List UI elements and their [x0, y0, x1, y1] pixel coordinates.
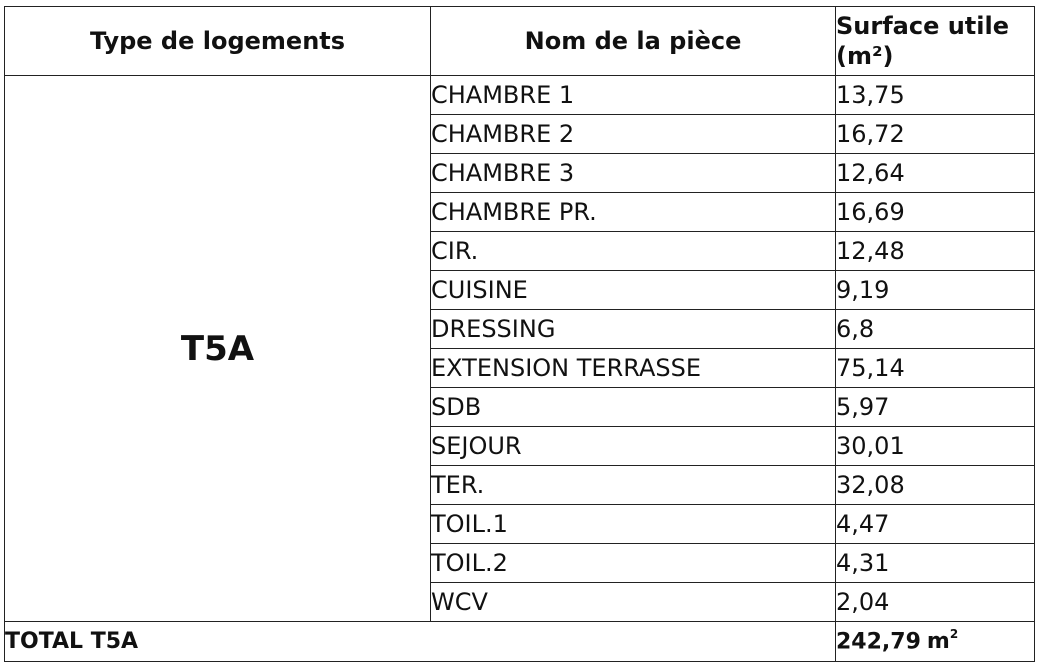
room-surface-cell: 75,14 [836, 349, 1035, 388]
room-name-cell: TER. [431, 466, 836, 505]
total-unit: m [926, 629, 950, 655]
room-surface-cell: 6,8 [836, 310, 1035, 349]
room-surface-cell: 4,31 [836, 544, 1035, 583]
room-surface-cell: 32,08 [836, 466, 1035, 505]
room-surface-cell: 5,97 [836, 388, 1035, 427]
header-usable-surface [836, 7, 1035, 76]
header-usable-surface-label: Surface utile [836, 12, 1009, 40]
header-housing-type: Type de logements [5, 7, 431, 76]
room-name-cell: CIR. [431, 232, 836, 271]
table-row [5, 76, 1035, 115]
room-surface-table [4, 6, 1035, 662]
total-value-cell [836, 622, 1035, 662]
room-surface-cell: 30,01 [836, 427, 1035, 466]
room-surface-cell: 12,48 [836, 232, 1035, 271]
room-name-cell: DRESSING [431, 310, 836, 349]
room-surface-cell: 2,04 [836, 583, 1035, 622]
room-name-cell: TOIL.2 [431, 544, 836, 583]
room-name-cell: CHAMBRE PR. [431, 193, 836, 232]
room-surface-cell: 13,75 [836, 76, 1035, 115]
room-name-cell: SEJOUR [431, 427, 836, 466]
room-surface-cell: 16,69 [836, 193, 1035, 232]
total-label: TOTAL T5A [5, 622, 836, 662]
room-surface-cell: 4,47 [836, 505, 1035, 544]
room-name-cell: EXTENSION TERRASSE [431, 349, 836, 388]
total-value: 242,79 [836, 629, 921, 655]
total-row [5, 622, 1035, 662]
room-name-cell: CHAMBRE 2 [431, 115, 836, 154]
table-body [5, 76, 1035, 662]
room-surface-cell: 9,19 [836, 271, 1035, 310]
housing-type-cell: T5A [5, 76, 431, 622]
room-name-cell: CHAMBRE 1 [431, 76, 836, 115]
table-header-row [5, 7, 1035, 76]
room-surface-cell: 12,64 [836, 154, 1035, 193]
room-name-cell: TOIL.1 [431, 505, 836, 544]
room-name-cell: WCV [431, 583, 836, 622]
header-room-name: Nom de la pièce [431, 7, 836, 76]
total-unit-exponent: 2 [949, 626, 959, 641]
room-name-cell: CUISINE [431, 271, 836, 310]
header-usable-surface-unit: (m²) [836, 42, 894, 70]
room-name-cell: SDB [431, 388, 836, 427]
room-name-cell: CHAMBRE 3 [431, 154, 836, 193]
room-surface-cell: 16,72 [836, 115, 1035, 154]
